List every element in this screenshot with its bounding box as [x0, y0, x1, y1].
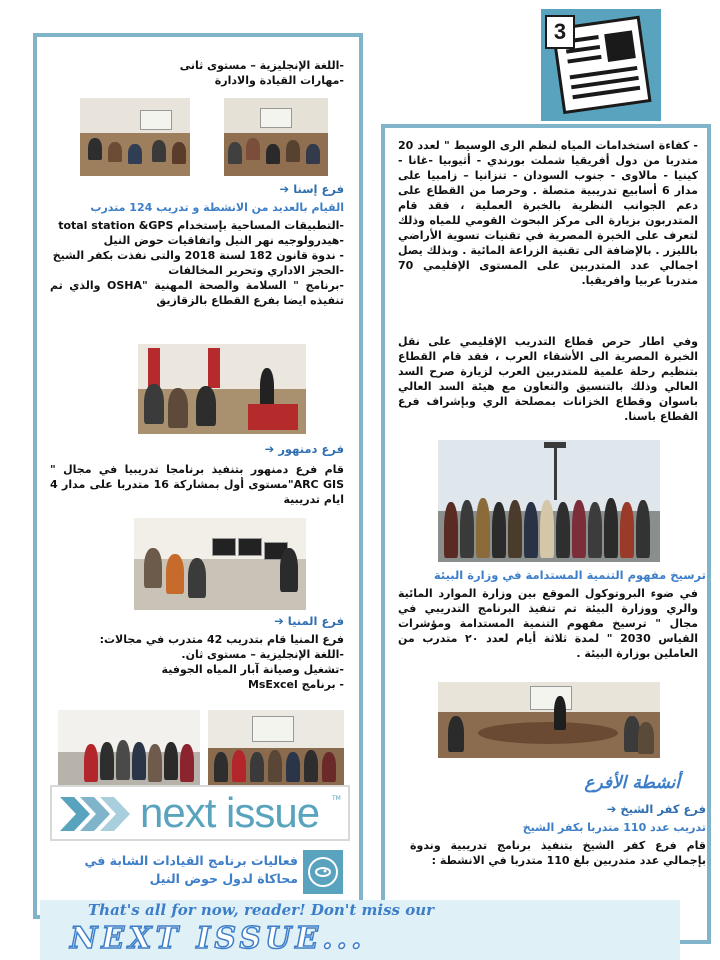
esna-training-count: القيام بالعديد من الانشطة و تدريب 124 متدرب	[90, 201, 344, 214]
photo-meeting-room-2	[224, 98, 328, 176]
photo-minya-hall	[208, 710, 344, 786]
next-issue-logo	[50, 785, 350, 841]
photo-esna-classroom	[138, 344, 306, 434]
sustainability-body-text: في ضوء البروتوكول الموقع بين وزارة الموارد المائية والري ووزارة البيئة تم تنفيذ البرنامج التدريبي في مجال " ترسيخ مفهوم التنمية المستدامة ومؤشرات القياس 2030 " لمدة ثلاثة أيام لعدد ٢٠ متدرب من العاملين بوزارة البيئة .	[398, 587, 698, 660]
photo-minya-group	[58, 710, 200, 786]
arrow-left-icon: ➔	[274, 614, 284, 628]
minya-heading-label: فرع المنيا	[287, 614, 344, 628]
newspaper-badge	[541, 9, 661, 121]
promo-title: فعاليات برنامج القيادات الشابة في محاكاة لدول حوض النيل	[84, 853, 298, 886]
damanhour-heading-label: فرع دمنهور	[278, 442, 344, 456]
right-intro-text: - كفاءة استخدامات المياه لنظم الرى الوسيط " لعدد 20 متدربا من دول أفريقيا شملت بورندي - أثيوبيا -غانا - كينيا - مالاوى - جنوب السودان - تنزانيا – زامبيا على مدار 6 أسابيع تدريبية متصلة . وحرصا من القطاع على دعم الجوانب النظرية بالخبرة العملية ، فقد قام المتدربون بزيارة الى مركز البحوث القومي للمياه وذلك لتعرف على الخبرة المصرية في تقنيات تسوية الأراضي بالليزر . بالإضافة الى تقنية الزراعة المائية . وبذلك يصل اجمالي عدد المتدربين على المستوى الإقليمي 70 متدربا عربيا وافريقيا.	[398, 139, 698, 287]
page-number: 3	[545, 15, 575, 49]
left-intro-text: -اللغة الإنجليزية – مستوى ثانى -مهارات القيادة والادارة	[179, 59, 344, 87]
kafr-elsheikh-heading-label: فرع كفر الشيخ	[620, 802, 706, 816]
water-drop-icon	[303, 850, 343, 894]
promo-icon-box	[303, 850, 343, 894]
kafr-elsheikh-heading	[500, 802, 706, 817]
damanhour-body-text: قام فرع دمنهور بتنفيذ برنامجا تدريبيا في مجال " ARC GIS"مستوى أول بمشاركة 16 متدربا على مدار 4 ايام تدريبية	[50, 463, 344, 506]
footer-next-issue: NEXT ISSUE...	[70, 921, 366, 956]
next-issue-wordmark: next issue	[140, 789, 320, 836]
minya-heading	[150, 614, 344, 629]
kafr-elsheikh-training-count: تدريب عدد 110 متدربا بكفر الشيخ	[522, 821, 706, 834]
next-issue-arrow-icon	[60, 795, 130, 833]
photo-environment-workshop	[438, 682, 660, 758]
sustainability-heading: ترسيخ مفهوم التنمية المستدامة في وزارة البيئة	[433, 568, 706, 582]
photo-high-dam-group	[438, 440, 660, 562]
esna-heading-label: فرع إسنا	[293, 182, 344, 196]
minya-body-text: فرع المنيا قام بتدريب 42 متدرب في مجالات: -اللغة الإنجليزية – مستوى ثان. -تشغيل وصيانة آبار المياه الجوفية - برنامج MsExcel	[99, 633, 344, 691]
photo-computer-lab	[134, 518, 306, 610]
esna-body-text: -التطبيقات المساحية بإستخدام total station &GPS -هيدرولوجيه نهر النيل واتفاقيات حوض النيل - ندوة قانون 182 لسنة 2018 والتى نفذت بكفر الشيخ -الحجز الاداري وتحرير المخالفات -برنامج " السلامة والصحة المهنية "OSHA والذي تم تنفيذه ايضا بفرع القطاع بالزقازيق	[50, 219, 344, 307]
arrow-left-icon: ➔	[279, 182, 290, 196]
arrow-left-icon: ➔	[264, 442, 275, 456]
arab-trip-text: وفي اطار حرص قطاع التدريب الإقليمي على نقل الخبرة المصرية الى الأشقاء العرب ، فقد قام القطاع بتنظيم رحلة علمية للمتدربين العرب لزيارة صرح السد العالي وذلك بالتنسيق والتعاون مع هيئة السد العالي باسوان وقطاع الخزانات بمصلحة الري وبإشراف فرع القطاع باسنا.	[398, 335, 698, 423]
photo-meeting-room-1	[80, 98, 190, 176]
branches-activities-title: أنشطة الأفرع	[584, 773, 680, 793]
kafr-elsheikh-body-text: قام فرع كفر الشيخ بتنفيذ برنامج تدريبية وندوة بإجمالي عدد متدربين بلغ 110 متدربا في الانشطة :	[410, 839, 706, 867]
damanhour-heading	[150, 442, 344, 457]
trademark-mark: TM	[332, 795, 341, 802]
esna-heading	[150, 182, 344, 197]
footer-tagline: That's all for now, reader! Don't miss our	[88, 901, 435, 919]
arrow-left-icon: ➔	[606, 802, 617, 816]
